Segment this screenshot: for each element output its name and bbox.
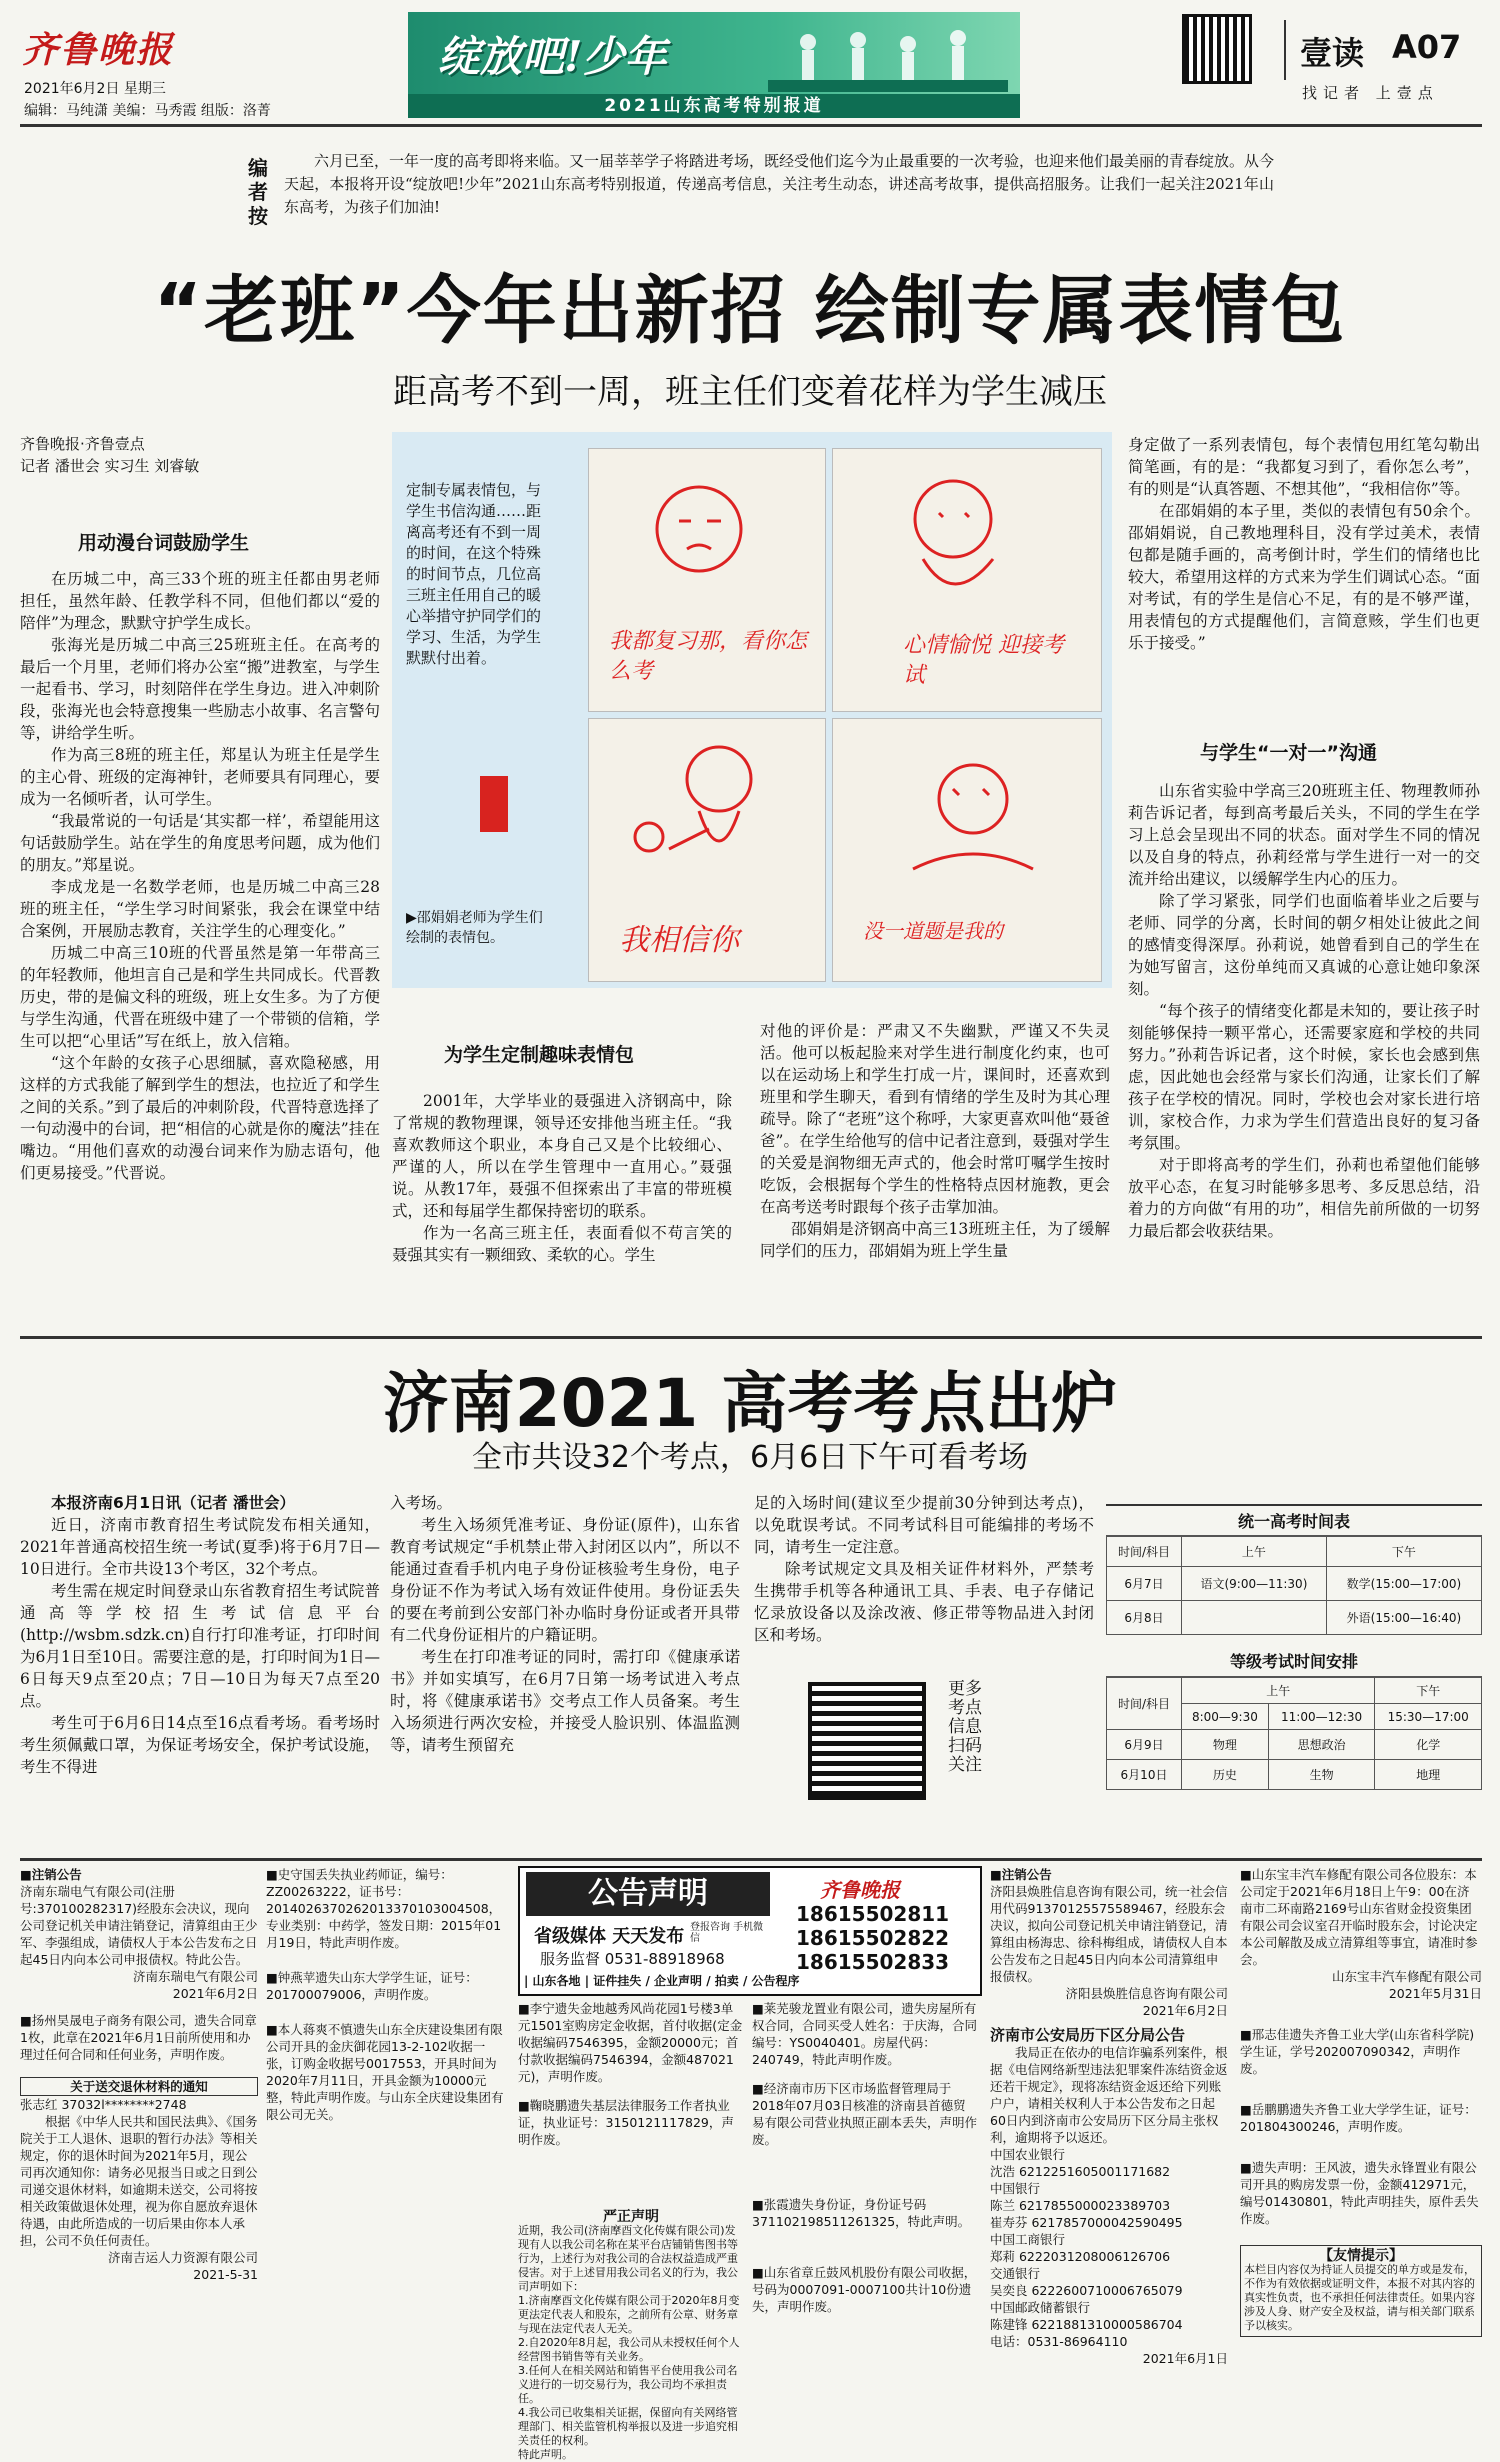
bank-name: 中国农业银行 [990, 2147, 1066, 2162]
ad-text: 4.我公司已收集相关证据，保留向有关网络管理部门、相关监管机构举报以及进一步追究相关责任的权利。 [518, 2406, 738, 2447]
emoji-text-3: 我相信你 [619, 923, 739, 958]
paragraph: 山东省实验中学高三20班班主任、物理教师孙莉告诉记者，每到高考最后关头，不同的学生在学习上总会呈现出不同的状态。面对学生不同的情况以及自身的特点，孙莉经常与学生进行一对一的交流并给出建议，以缓解学生内心的压力。 [1128, 782, 1480, 888]
paragraph: 对于即将高考的学生们，孙莉也希望他们能够放平心态，在复习时能够多思考、多反思总结，沿着力的方向做“有用的功”，相信先前所做的一切努力最后都会收获结果。 [1128, 1156, 1480, 1240]
ad-column-2 [266, 1866, 508, 2123]
emoji-text-4: 没一道题是我的 [863, 919, 1003, 943]
article1-byline-source: 齐鲁晚报·齐鲁壹点 [20, 435, 145, 453]
table-cell [1182, 1601, 1327, 1635]
article1-subtitle: 距高考不到一周，班主任们变着花样为学生减压 [393, 372, 1107, 412]
qr-code[interactable] [1182, 14, 1252, 84]
table-cell: 思想政治 [1268, 1730, 1375, 1760]
paragraph: “我最常说的一句话是‘其实都一样’，希望能用这句话鼓励学生。站在学生的角度思考问题，成为他们的朋友。”郑星说。 [20, 812, 380, 874]
exam-schedule-table [1106, 1504, 1482, 1790]
banner-subtitle: 2021山东高考特别报道 [408, 94, 1020, 118]
notice-title: 公告声明 [526, 1872, 770, 1916]
article1-col1-heading: 用动漫台词鼓励学生 [78, 532, 250, 554]
caption-text: 定制专属表情包，与学生书信沟通……距离高考还有不到一周的时间，在这个特殊的时间节点，几位高三班主任用自己的暖心举措守护同学们的学习、生活，为学生默默付出着。 [406, 481, 542, 667]
ad-column-1 [20, 1866, 258, 2283]
paragraph: 2001年，大学毕业的聂强进入济钢高中，除了常规的教物理课，领导还安排他当班主任。“我喜欢教师这个职业，本身自己又是个比较细心、严谨的人，所以在学生管理中一直用心。”聂强说。从教17年，聂强不但探索出了丰富的带班模式，还和每届学生都保持密切的联系。 [392, 1092, 732, 1220]
paragraph: 考生需在规定时间登录山东省教育招生考试院普通高等学校招生考试信息平台(http://wsbm.sdzk.cn)自行打印准考证，打印时间为6月1日至10日。需要注意的是，打印时间为1日—6日每天9点至20点；7日—10日为每天7点至20点。 [20, 1582, 380, 1710]
paragraph: 李成龙是一名数学老师，也是历城二中高三28班的班主任，“学生学习时间紧张，我会在课堂中结合案例，开展励志教育，关注学生的心理变化。” [20, 878, 380, 940]
tip-box [1240, 2245, 1482, 2337]
ad-date: 2021年6月1日 [1142, 2351, 1228, 2366]
ad-column-5 [990, 1866, 1228, 2367]
ad-text: ■山东省章丘鼓风机股份有限公司收据，号码为0007091-0007100共计10份遗失，声明作废。 [752, 2265, 977, 2314]
ad-text: ■李宁遗失金地越秀风尚花园1号楼3单元1501室购房定金收据，首付收据(定金收据编码7546395，金额20000元；首付款收据编码7546394，金额487021元)，声明作废。 [518, 2001, 743, 2084]
table-cell: 外语(15:00—16:40) [1326, 1601, 1481, 1635]
account-line: 吴奕良 6222600710006765079 [990, 2283, 1183, 2298]
banner-illustration [768, 22, 1008, 92]
paragraph: 身定做了一系列表情包，每个表情包用红笔勾勒出简笔画，有的是：“我都复习到了，看你怎么考”，有的则是“认真答题、不想其他”，“我相信你”等。 [1128, 436, 1480, 498]
table-header: 时间/科目 [1107, 1537, 1182, 1567]
table-cell: 6月10日 [1107, 1760, 1182, 1790]
paragraph: 张海光是历城二中高三25班班主任。在高考的最后一个月里，老师们将办公室“搬”进教室，与学生一起看书、学习，时刻陪伴在学生身边。进入冲刺阶段，张海光也会特意搜集一些励志小故事、名言警句等，讲给学生听。 [20, 636, 380, 742]
ad-text: 2.自2020年8月起，我公司从未授权任何个人经营图书销售等有关业务。 [518, 2336, 740, 2363]
table-cell: 数学(15:00—17:00) [1326, 1567, 1481, 1601]
section-name: 壹读 [1300, 34, 1365, 72]
article1-col2-heading: 为学生定制趣味表情包 [444, 1044, 635, 1066]
ad-text: ■本人蒋爽不慎遗失山东全庆建设集团有限公司开具的金庆御花园13-2-102收据一张，订购金收据号0017553，开具时间为2020年7月11日，开具金额为10000元整，特此声明作废。与山东全庆建设集团有限公司无关。 [266, 2022, 504, 2122]
account-line: 郑莉 6222031208006126706 [990, 2249, 1171, 2264]
ad-heading: 严正声明 [603, 2209, 659, 2225]
ad-text: 济南东瑞电气有限公司(注册号:370100282317)经股东会决议，现向公司登记机关申请注销登记，清算组由王少军、李强组成，请债权人于本公告发布之日起45日内向本公司申报债权。特此公告。 [20, 1884, 258, 1967]
paragraph: 考生可于6月6日14点至16点看考场。看考场时考生须佩戴口罩，为保证考场安全，保护考试设施，考生不得进 [20, 1714, 380, 1776]
tip-heading: 【友情提示】 [1319, 2248, 1403, 2264]
table-header: 时间/科目 [1107, 1678, 1182, 1730]
paragraph: 近日，济南市教育招生考试院发布相关通知，2021年普通高校招生统一考试(夏季)将于6月7日—10日进行。全市共设13个考区，32个考点。 [20, 1516, 380, 1578]
table-cell: 化学 [1375, 1730, 1482, 1760]
emoji-photo-4 [832, 718, 1102, 982]
notice-line3: 服务监督 0531-88918968 [540, 1950, 725, 1968]
ad-contact: 电话：0531-86964110 [990, 2334, 1128, 2349]
ad-text: ■扬州昊晟电子商务有限公司，遗失合同章1枚，此章在2021年6月1日前所使用和办理过任何合同和任何业务，声明作废。 [20, 2013, 257, 2062]
table-cell: 8:00—9:30 [1182, 1704, 1269, 1730]
ad-date: 2021年5月31日 [1388, 1986, 1482, 2001]
article1-title: “老班”今年出新招 绘制专属表情包 [153, 268, 1347, 354]
paragraph: 足的入场时间(建议至少提前30分钟到达考点)，以免耽误考试。不同考试科目可能编排的考场不同，请考生一定注意。 [754, 1494, 1094, 1556]
emoji-photo-1 [588, 448, 826, 712]
ad-date: 2021年6月2日 [1142, 2003, 1228, 2018]
ad-text: ■钟燕苹遗失山东大学学生证，证号：201700079006，声明作废。 [266, 1970, 478, 2002]
paragraph: 考生入场须凭准考证、身份证(原件)，山东省教育考试规定“手机禁止带入封闭区以内”，所以不能通过查看手机内电子身份证核验考生身份，电子身份证不作为考试入场有效证件使用。身份证丢失的要在考前到公安部门补办临时身份证或者开具带有二代身份证相片的户籍证明。 [390, 1516, 740, 1644]
table-cell: 地理 [1375, 1760, 1482, 1790]
ad-text: ■张霞遗失身份证，身份证号码371102198511261325，特此声明。 [752, 2197, 971, 2229]
article2-title: 济南2021 高考考点出炉 [382, 1365, 1118, 1442]
table-cell: 历史 [1182, 1760, 1269, 1790]
ad-text: ■山东宝丰汽车修配有限公司各位股东：本公司定于2021年6月18日上午9：00在济南市二环南路2169号山东省财金投资集团有限公司会议室召开临时股东会，讨论决定本公司解散及成立清算组等事宜，请准时参会。 [1240, 1867, 1478, 1967]
ad-heading: 济南市公安局历下区分局公告 [990, 2026, 1186, 2044]
paragraph: “这个年龄的女孩子心思细腻，喜欢隐秘感，用这样的方式我能了解到学生的想法，也拉近了和学生之间的关系。”到了最后的冲刺阶段，代晋特意选择了一句动漫中的台词，把“相信的心就是你的魔法”挂在嘴边。“用他们喜欢的动漫台词来作为励志语句，他们更易接受。”代晋说。 [20, 1054, 380, 1182]
table-cell: 物理 [1182, 1730, 1269, 1760]
ad-column-6 [1240, 1866, 1482, 2337]
ad-date: 2021-5-31 [193, 2267, 258, 2282]
bank-name: 中国邮政储蓄银行 [990, 2300, 1091, 2315]
account-line: 陈兰 6217855000023389703 [990, 2198, 1171, 2213]
ad-signature: 济南吉运人力资源有限公司 [107, 2250, 258, 2265]
article-separator [20, 1336, 1482, 1339]
ad-text: ■岳鹏鹏遗失齐鲁工业大学学生证，证号：201804300246，声明作废。 [1240, 2102, 1477, 2134]
ad-text: ■鞠晓鹏遗失基层法律服务工作者执业证，执业证号：3150121117829，声明作废。 [518, 2098, 734, 2147]
table-header: 下午 [1326, 1537, 1481, 1567]
editor-note-label: 编者按 [248, 156, 268, 228]
notice-line1: 省级媒体 天天发布 [534, 1926, 685, 1947]
paragraph: 除了学习紧张，同学们也面临着毕业之后要与老师、同学的分离，长时间的朝夕相处让彼此之间的感情变得深厚。孙莉说，她曾看到自己的学生在为她写留言，这份单纯而又真诚的心意让她印象深刻。 [1128, 892, 1480, 998]
article1-col2 [392, 1090, 732, 1266]
ad-text: ■邢志佳遗失齐鲁工业大学(山东省科学院)学生证，学号202007090342，声明作废。 [1240, 2027, 1475, 2076]
table-header: 上午 [1182, 1678, 1375, 1704]
ad-heading: ■注销公告 [990, 1867, 1052, 1882]
tip-text: 本栏目内容仅为持证人员提交的单方或是发布，不作为有效依据或证明文件，本报不对其内容的真实性负责，也不承担任何法律责任。如果内容涉及人身、财产安全及权益，请与相关部门联系予以核实。 [1244, 2263, 1475, 2332]
photo-block [392, 432, 1112, 988]
table-header: 上午 [1182, 1537, 1327, 1567]
red-marker [480, 776, 508, 832]
newspaper-logo: 齐鲁晚报 [22, 29, 175, 71]
page-number: A07 [1392, 28, 1462, 66]
bank-name: 中国工商银行 [990, 2232, 1066, 2247]
article1-col4 [1128, 434, 1480, 654]
notice-phone[interactable]: 18615502811 [796, 1902, 950, 1926]
editor-credits: 编辑：马纯潇 美编：马秀霞 组版：洛菁 [24, 103, 271, 119]
emoji-text-1: 我都复习那，看你怎么考 [609, 629, 808, 684]
table-cell: 6月8日 [1107, 1601, 1182, 1635]
ad-heading: 关于送交退休材料的通知 [20, 2077, 258, 2096]
paragraph: 在邵娟娟的本子里，类似的表情包有50余个。邵娟娟说，自己教地理科目，没有学过美术，表情包都是随手画的，高考倒计时，学生们的情绪也比较大，希望用这样的方式来为学生们调试心态。“面对考试，有的学生是信心不足，有的是不够严谨，用表情包的方式提醒他们，言简意赅，学生们也更乐于接受。” [1128, 502, 1480, 652]
table2-title: 等级考试时间安排 [1106, 1635, 1482, 1677]
ad-text: 张志红 37032l********2748 [20, 2097, 187, 2112]
contact-line: 找记者 上壹点 [1302, 84, 1439, 102]
ad-text: ■莱芜骏龙置业有限公司，遗失房屋所有权合同，合同买受人姓名：于庆海，合同编号：YS0040401。房屋代码：240749，特此声明作废。 [752, 2001, 978, 2067]
ad-signature: 山东宝丰汽车修配有限公司 [1331, 1969, 1482, 1984]
article2-col3 [754, 1492, 1094, 1646]
article2-col1 [20, 1492, 380, 1778]
ad-text: ■史守国丢失执业药师证，编号：ZZ00263222，证书号：2014026370262013370103004508，专业类别：中药学，签发日期：2015年01月19日，特此声明作废。 [266, 1867, 502, 1950]
notice-phone[interactable]: 18615502822 [796, 1926, 950, 1950]
table-cell: 6月7日 [1107, 1567, 1182, 1601]
masthead-rule [20, 124, 1482, 127]
paragraph: 在历城二中，高三33个班的班主任都由男老师担任，虽然年龄、任教学科不同，但他们都以“爱的陪伴”为理念，默默守护学生成长。 [20, 570, 380, 632]
table-cell: 15:30—17:00 [1375, 1704, 1482, 1730]
paragraph: 对他的评价是：严肃又不失幽默，严谨又不失灵活。他可以板起脸来对学生进行制度化约束，也可以在运动场上和学生打成一片，课间时，还喜欢到班里和学生聊天，看到有情绪的学生及时为其心理疏导。除了“老班”这个称呼，大家更喜欢叫他“聂爸爸”。在学生给他写的信中记者注意到，聂强对学生的关爱是润物细无声式的，他会时常叮嘱学生按时吃饭，会根据每个学生的性格特点因材施教，更会在高考送考时跟每个孩子击掌加油。 [760, 1022, 1110, 1216]
notice-logo: 齐鲁晚报 [820, 1878, 900, 1902]
ad-text: ■遗失声明：王风波，遗失永锋置业有限公司开具的购房发票一份，金额412971元，编号01430801，特此声明挂失，原件丢失作废。 [1240, 2160, 1479, 2226]
paragraph: 考生在打印准考证的同时，需打印《健康承诺书》并如实填写，在6月7日第一场考试进入考点时，将《健康承诺书》交考点工作人员备案。考生入场须进行两次安检，并接受人脸识别、体温监测等，请考生预留充 [390, 1648, 740, 1754]
ad-column-4 [752, 2000, 978, 2315]
ad-heading: ■注销公告 [20, 1867, 82, 1882]
editor-note-text: 六月已至，一年一度的高考即将来临。又一届莘莘学子将踏进考场，既经受他们迄今为止最重要的一次考验，也迎来他们最美丽的青春绽放。从今天起，本报将开设“绽放吧!少年”2021山东高考特别报道，传递高考信息，关注考生动态，讲述高考故事，提供高招服务。让我们一起关注2021年山东高考，为孩子们加油! [284, 152, 1275, 216]
ad-text: 1.济南摩酉文化传媒有限公司于2020年8月变更法定代表人和股东，之前所有公章、财务章与现在法定代表人无关。 [518, 2294, 740, 2335]
paragraph: 除考试规定文具及相关证件材料外，严禁考生携带手机等各种通讯工具、手表、电子存储记忆录放设备以及涂改液、修正带等物品进入封闭区和考场。 [754, 1560, 1094, 1644]
paragraph: 邵娟娟是济钢高中高三13班班主任，为了缓解同学们的压力，邵娟娟为班上学生量 [760, 1220, 1110, 1260]
masthead-divider [1284, 20, 1286, 80]
ad-signature: 济阳县焕胜信息咨询有限公司 [1065, 1986, 1228, 2001]
ad-text: 我局正在依办的电信诈骗系列案件，根据《电信网络新型违法犯罪案件冻结资金返还若干规定》，现将冻结资金返还给下列账户户，请相关权利人于本公告发布之日起60日内到济南市公安局历下区分局主张权利，逾期将予以返还。 [990, 2045, 1228, 2145]
ads-separator [20, 1858, 1482, 1861]
notice-line2: 登报咨询 手机微信 [690, 1922, 764, 1944]
article1-col4-continued [1128, 780, 1480, 1242]
paragraph: 作为高三8班的班主任，郑星认为班主任是学生的主心骨、班级的定海神针，老师要具有同理心，要成为一名倾听者，认可学生。 [20, 746, 380, 808]
emoji-text-2: 心情愉悦 迎接考试 [903, 633, 1064, 688]
issue-date: 2021年6月2日 星期三 [24, 81, 166, 97]
photo-caption-box [406, 480, 554, 669]
emoji-photo-3 [588, 718, 826, 982]
ad-column-3 [518, 2000, 744, 2148]
ad-date: 2021年6月2日 [172, 1986, 258, 2001]
special-report-banner [408, 12, 1020, 118]
table-cell: 生物 [1268, 1760, 1375, 1790]
table-header: 下午 [1375, 1678, 1482, 1704]
banner-title: 绽放吧!少年 [438, 32, 667, 81]
paragraph: “每个孩子的情绪变化都是未知的，要让孩子时刻能够保持一颗平常心，还需要家庭和学校的共同努力。”孙莉告诉记者，这个时候，家长也会感到焦虑，因此她也会经常与家长们沟通，让家长们了解孩子在学校的情况。同时，学校也会对家长进行培训，家校合作，力求为学生们营造出良好的复习备考氛围。 [1128, 1002, 1480, 1152]
ad-text: ■经济南市历下区市场监督管理局于2018年07月03日核准的济南县首德贸易有限公司营业执照正副本丢失，声明作废。 [752, 2081, 978, 2147]
bank-name: 中国银行 [990, 2181, 1041, 2196]
ad-text: 近期，我公司(济南摩酉文化传媒有限公司)发现有人以我公司名称在某平台店铺销售图书等行为，上述行为对我公司的合法权益造成严重侵害。对于上述冒用我公司名义的行为，我公司声明如下： [518, 2224, 738, 2293]
account-line: 陈建锋 6221881310000586704 [990, 2317, 1183, 2332]
statement-box [518, 2210, 744, 2462]
paragraph: 作为一名高三班主任，表面看似不苟言笑的聂强其实有一颗细致、柔软的心。学生 [392, 1224, 732, 1264]
photo-caption: ▶邵娟娟老师为学生们绘制的表情包。 [406, 910, 543, 946]
table1-title: 统一高考时间表 [1106, 1504, 1482, 1536]
article1-col1 [20, 568, 380, 1184]
article2-col2 [390, 1492, 740, 1756]
account-line: 崔寿芬 6217857000042590495 [990, 2215, 1183, 2230]
article2-lead: 本报济南6月1日讯（记者 潘世会） [51, 1494, 295, 1512]
article1-byline-reporters: 记者 潘世会 实习生 刘睿敏 [20, 457, 200, 475]
notice-line4: | 山东各地 | 证件挂失 / 企业声明 / 拍卖 / 公告程序 [524, 1974, 800, 1988]
table-cell: 6月9日 [1107, 1730, 1182, 1760]
paragraph: 历城二中高三10班的代晋虽然是第一年带高三的年轻教师，他坦言自己是和学生共同成长。代晋教历史，带的是偏文科的班级，班上女生多。为了方便与学生沟通，代晋在班级中建了一个带锁的信箱，学生可以把“心里话”写在纸上，放入信箱。 [20, 944, 380, 1050]
exam-site-qr[interactable] [808, 1682, 926, 1800]
ad-text: 根据《中华人民共和国民法典》、《国务院关于工人退休、退职的暂行办法》等相关规定，你的退休时间为2021年5月，现公司再次通知你：请务必见报当日或之日到公司递交退休材料，如逾期未送交，公司将按相关政策做退休处理，视为你自愿放弃退休待遇，由此所造成的一切后果由你本人承担，公司不负任何责任。 [20, 2114, 258, 2248]
table-cell: 11:00—12:30 [1268, 1704, 1375, 1730]
account-line: 沈浩 6212251605001171682 [990, 2164, 1171, 2179]
ad-text: 特此声明。 [518, 2448, 573, 2461]
notice-box [518, 1866, 982, 1996]
qr-caption: 更多考点信息扫码关注 [948, 1679, 982, 1775]
paragraph: 入考场。 [390, 1494, 453, 1512]
article1-col3 [760, 1020, 1110, 1262]
ad-text: 3.任何人在相关网站和销售平台使用我公司名义进行的一切交易行为，我公司均不承担责任。 [518, 2364, 738, 2405]
emoji-photo-2 [832, 448, 1102, 712]
article2-subtitle: 全市共设32个考点，6月6日下午可看考场 [471, 1440, 1029, 1475]
ad-signature: 济南东瑞电气有限公司 [132, 1969, 258, 1984]
table-cell: 语文(9:00—11:30) [1182, 1567, 1327, 1601]
bank-name: 交通银行 [990, 2266, 1041, 2281]
notice-phone[interactable]: 18615502833 [796, 1950, 950, 1974]
article1-col4-heading: 与学生“一对一”沟通 [1200, 742, 1377, 764]
ad-text: 济阳县焕胜信息咨询有限公司，统一社会信用代码91370125575589467，经股东会决议，拟向公司登记机关申请注销登记，清算组由杨海忠、徐科梅组成，请债权人自本公告发布之日起45日内向本公司清算组申报债权。 [990, 1884, 1228, 1984]
